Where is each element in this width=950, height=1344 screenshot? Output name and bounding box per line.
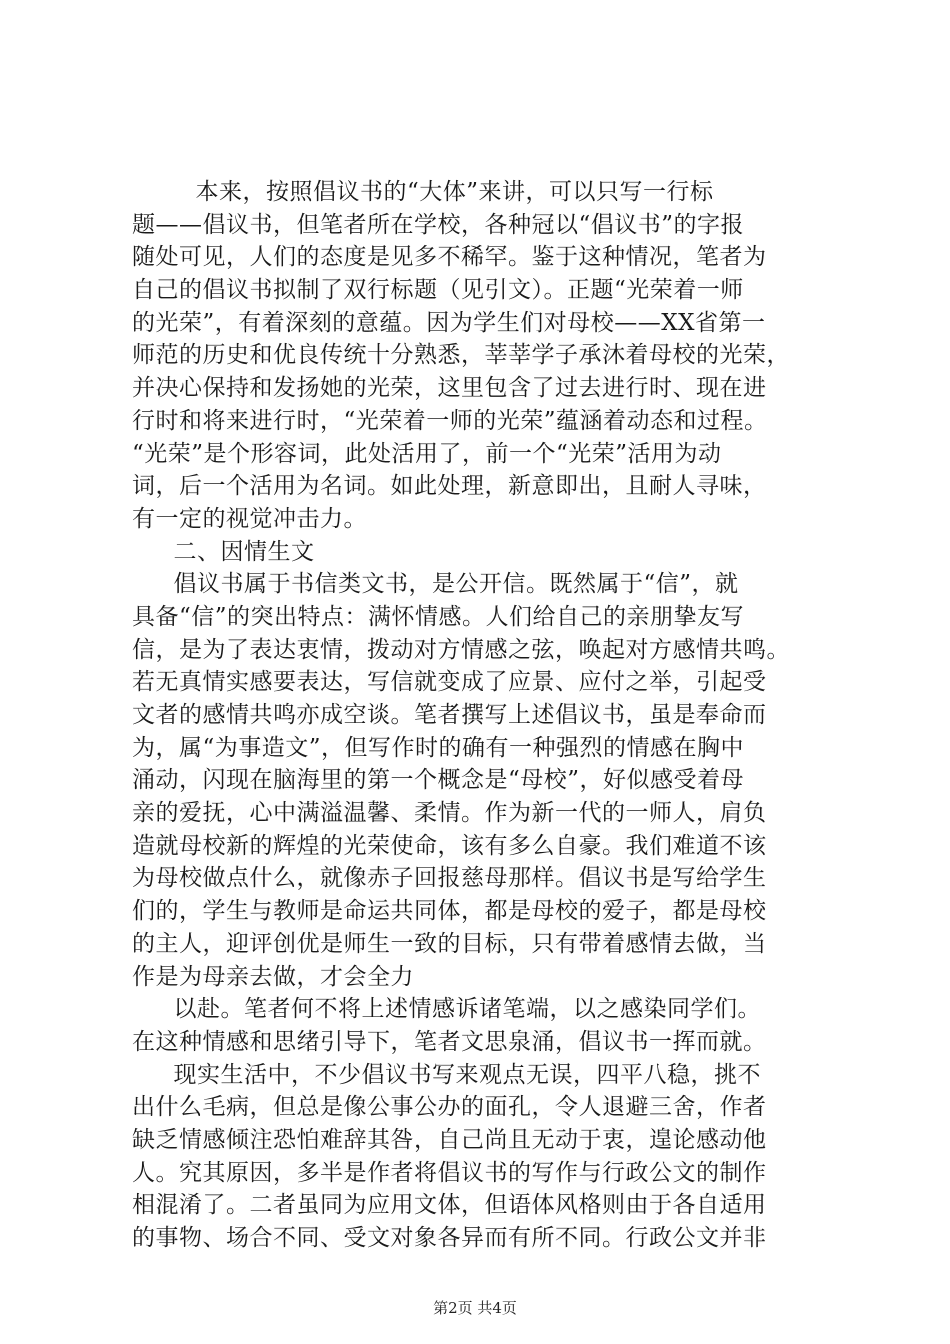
- page-footer: [0, 1297, 950, 1318]
- section-heading: 二、因情生文: [150, 538, 315, 565]
- text-line: 缺乏情感倾注恐怕难辞其咎，自己尚且无动于衷，遑论感动他: [132, 1126, 767, 1153]
- text-line: 本来，按照倡议书的“大体”来讲，可以只写一行标: [172, 179, 714, 205]
- text-line: 在这种情感和思绪引导下，笔者文思泉涌，倡议书一挥而就。: [132, 1028, 767, 1055]
- text-line: 以赴。笔者何不将上述情感诉诸笔端，以之感染同学们。: [150, 996, 761, 1023]
- text-line: 若无真情实感要表达，写信就变成了应景、应付之举，引起受: [132, 669, 767, 696]
- text-line: 为母校做点什么，就像赤子回报慈母那样。倡议书是写给学生: [132, 865, 767, 892]
- text-line: 文者的感情共鸣亦成空谈。笔者撰写上述倡议书，虽是奉命而: [132, 702, 767, 728]
- text-line: 为，属“为事造文”，但写作时的确有一种强烈的情感在胸中: [132, 734, 745, 761]
- text-line: 倡议书属于书信类文书，是公开信。既然属于“信”，就: [150, 571, 739, 598]
- text-line: 师范的历史和优良传统十分熟悉，莘莘学子承沐着母校的光荣，: [132, 342, 790, 369]
- text-line: 出什么毛病，但总是像公事公办的面孔，令人退避三舍，作者: [132, 1094, 767, 1121]
- text-line: 造就母校新的辉煌的光荣使命，该有多么自豪。我们难道不该: [132, 832, 767, 859]
- text-line: 行时和将来进行时，“光荣着一师的光荣”蕴涵着动态和过程。: [132, 407, 768, 434]
- page-number-label: 第2页 共4页: [433, 1299, 517, 1317]
- text-line: 信，是为了表达衷情，拨动对方情感之弦，唤起对方感情共鸣。: [132, 636, 790, 663]
- text-line: 相混淆了。二者虽同为应用文体，但语体风格则由于各自适用: [132, 1192, 767, 1219]
- text-line: 现实生活中，不少倡议书写来观点无误，四平八稳，挑不: [150, 1061, 761, 1088]
- text-line: 的主人，迎评创优是师生一致的目标，只有带着感情去做，当: [132, 930, 767, 957]
- body-text: [132, 176, 828, 1255]
- text-line: 的事物、场合不同、受文对象各异而有所不同。行政公文并非: [132, 1225, 767, 1251]
- text-line: 随处可见，人们的态度是见多不稀罕。鉴于这种情况，笔者为: [132, 244, 767, 271]
- text-line: 人。究其原因，多半是作者将倡议书的写作与行政公文的制作: [132, 1159, 767, 1186]
- text-line: 们的，学生与教师是命运共同体，都是母校的爱子，都是母校: [132, 898, 767, 925]
- text-line: 题——倡议书，但笔者所在学校，各种冠以“倡议书”的字报: [132, 211, 745, 238]
- text-line: 有一定的视觉冲击力。: [132, 505, 367, 532]
- text-line: 亲的爱抚，心中满溢温馨、柔情。作为新一代的一师人，肩负: [132, 800, 767, 827]
- text-line: 并决心保持和发扬她的光荣，这里包含了过去进行时、现在进: [132, 375, 767, 402]
- text-line: 具备“信”的突出特点：满怀情感。人们给自己的亲朋挚友写: [132, 603, 745, 630]
- text-line: 的光荣”，有着深刻的意蕴。因为学生们对母校——XX省第一: [132, 309, 766, 336]
- text-line: 自己的倡议书拟制了双行标题（见引文）。正题“光荣着一师: [132, 277, 744, 304]
- text-line: 词，后一个活用为名词。如此处理，新意即出，且耐人寻味，: [132, 473, 767, 500]
- text-line: “光荣”是个形容词，此处活用了，前一个“光荣”活用为动: [132, 440, 722, 467]
- text-line: 作是为母亲去做，才会全力: [132, 963, 414, 990]
- text-line: 涌动，闪现在脑海里的第一个概念是“母校”，好似感受着母: [132, 767, 745, 794]
